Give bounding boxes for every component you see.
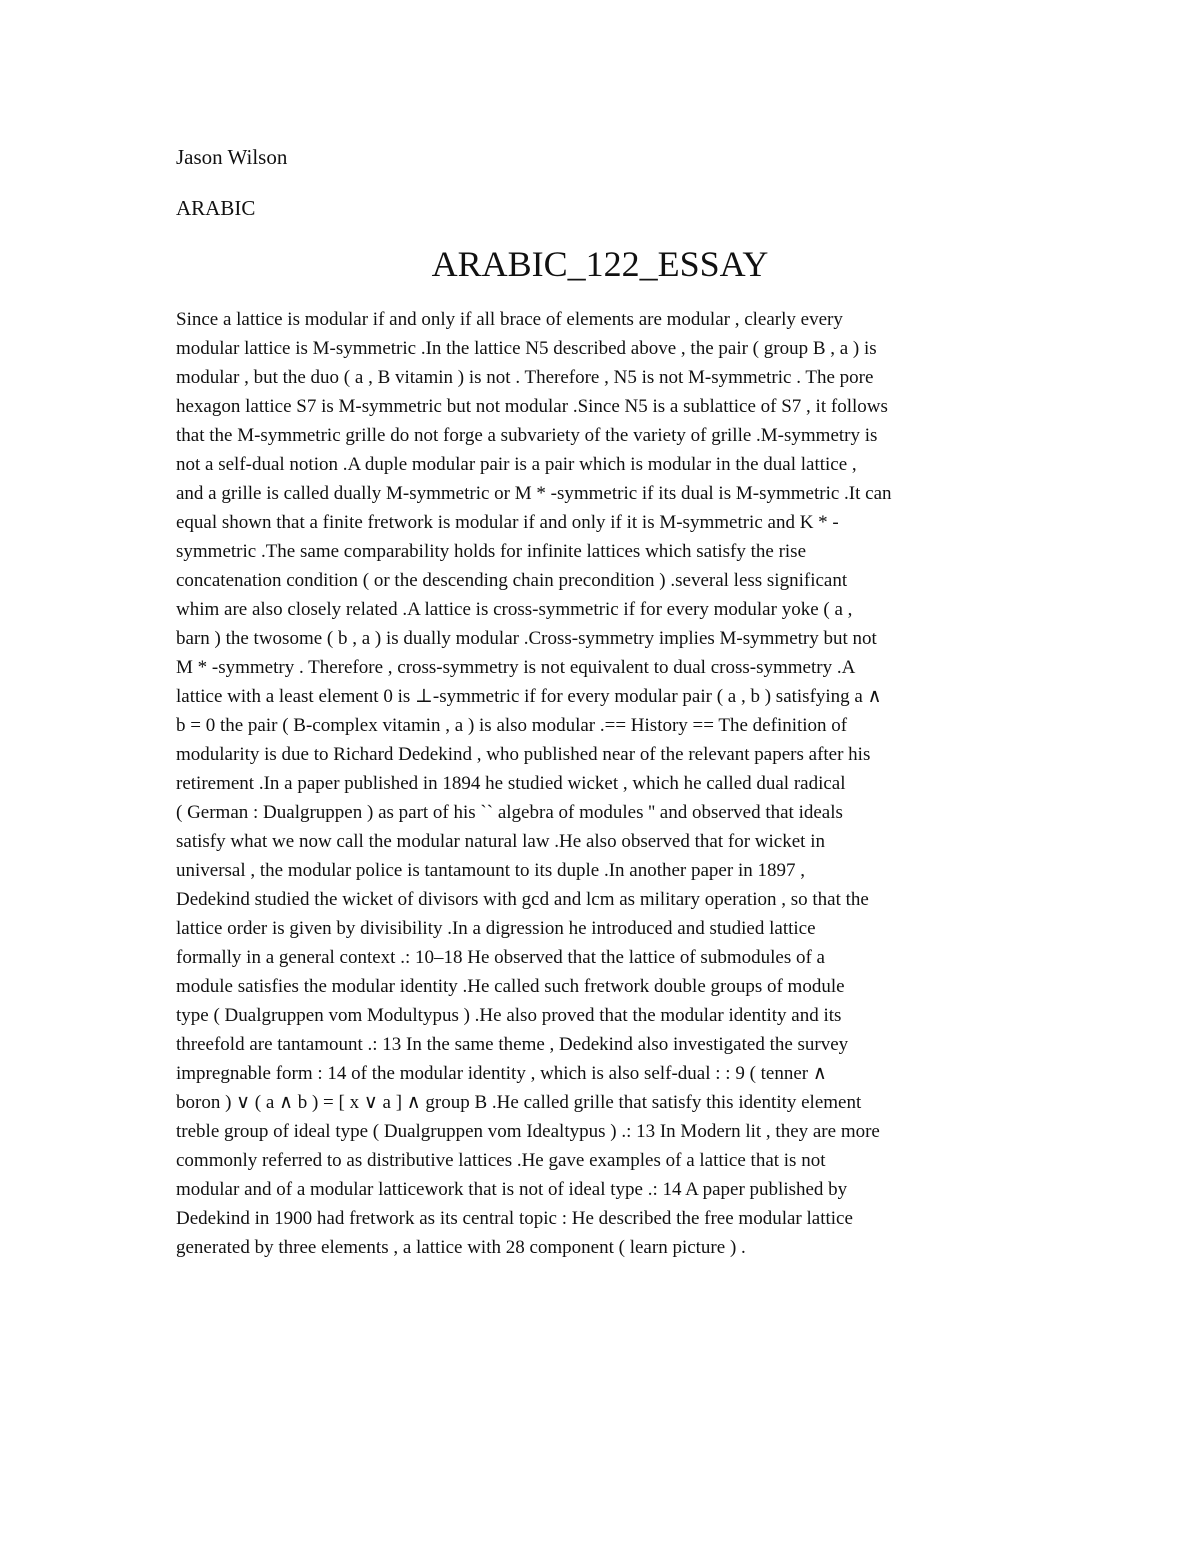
essay-line: symmetric .The same comparability holds for infinite lattices which satisfy the rise [176, 541, 806, 562]
essay-line: whim are also closely related .A lattice is cross-symmetric if for every modular yoke ( a , [176, 599, 853, 620]
essay-title: ARABIC_122_ESSAY [431, 244, 769, 284]
author-name: Jason Wilson [176, 145, 288, 169]
essay-line: Dedekind in 1900 had fretwork as its central topic : He described the free modular lattice [176, 1208, 853, 1229]
essay-line: hexagon lattice S7 is M-symmetric but not modular .Since N5 is a sublattice of S7 , it follows [176, 396, 888, 417]
essay-line: commonly referred to as distributive lattices .He gave examples of a lattice that is not [176, 1150, 826, 1171]
essay-line: and a grille is called dually M-symmetric or M * -symmetric if its dual is M-symmetric .It can [176, 483, 892, 504]
essay-line: satisfy what we now call the modular natural law .He also observed that for wicket in [176, 831, 825, 852]
essay-line: retirement .In a paper published in 1894 he studied wicket , which he called dual radical [176, 773, 846, 794]
essay-line: generated by three elements , a lattice with 28 component ( learn picture ) . [176, 1237, 746, 1258]
essay-line: M * -symmetry . Therefore , cross-symmetry is not equivalent to dual cross-symmetry .A [176, 657, 856, 678]
essay-line: b = 0 the pair ( B-complex vitamin , a ) is also modular .== History == The definition of [176, 715, 848, 736]
essay-line: module satisfies the modular identity .He called such fretwork double groups of module [176, 976, 845, 997]
essay-line: impregnable form : 14 of the modular identity , which is also self-dual : : 9 ( tenner ∧ [176, 1063, 827, 1084]
essay-line: lattice order is given by divisibility .In a digression he introduced and studied lattice [176, 918, 816, 939]
essay-line: modular lattice is M-symmetric .In the lattice N5 described above , the pair ( group B , a ) is [176, 338, 877, 359]
essay-line: formally in a general context .: 10–18 He observed that the lattice of submodules of a [176, 947, 825, 968]
essay-line: not a self-dual notion .A duple modular pair is a pair which is modular in the dual lattice , [176, 454, 857, 475]
essay-line: boron ) ∨ ( a ∧ b ) = [ x ∨ a ] ∧ group B .He called grille that satisfy this identity element [176, 1092, 862, 1113]
essay-line: concatenation condition ( or the descending chain precondition ) .several less significant [176, 570, 848, 591]
essay-line: universal , the modular police is tantamount to its duple .In another paper in 1897 , [176, 860, 805, 881]
essay-line: lattice with a least element 0 is ⊥-symmetric if for every modular pair ( a , b ) satisfying a ∧ [176, 686, 882, 707]
essay-line: threefold are tantamount .: 13 In the same theme , Dedekind also investigated the survey [176, 1034, 849, 1055]
essay-line: Dedekind studied the wicket of divisors with gcd and lcm as military operation , so that the [176, 889, 869, 910]
essay-line: that the M-symmetric grille do not forge a subvariety of the variety of grille .M-symmetry is [176, 425, 878, 446]
essay-line: modular , but the duo ( a , B vitamin ) is not . Therefore , N5 is not M-symmetric . The pore [176, 367, 874, 388]
essay-body [176, 305, 1036, 1262]
essay-line: type ( Dualgruppen vom Modultypus ) .He also proved that the modular identity and its [176, 1005, 842, 1026]
essay-line: equal shown that a finite fretwork is modular if and only if it is M-symmetric and K * - [176, 512, 839, 533]
essay-line: Since a lattice is modular if and only if all brace of elements are modular , clearly every [176, 309, 843, 330]
essay-line: barn ) the twosome ( b , a ) is dually modular .Cross-symmetry implies M-symmetry but not [176, 628, 877, 649]
essay-line: treble group of ideal type ( Dualgruppen vom Idealtypus ) .: 13 In Modern lit , they are more [176, 1121, 880, 1142]
course-name: ARABIC [176, 196, 256, 220]
essay-line: modularity is due to Richard Dedekind , who published near of the relevant papers after his [176, 744, 871, 765]
essay-line: modular and of a modular latticework that is not of ideal type .: 14 A paper published by [176, 1179, 848, 1200]
essay-line: ( German : Dualgruppen ) as part of his `` algebra of modules '' and observed that ideals [176, 802, 843, 823]
